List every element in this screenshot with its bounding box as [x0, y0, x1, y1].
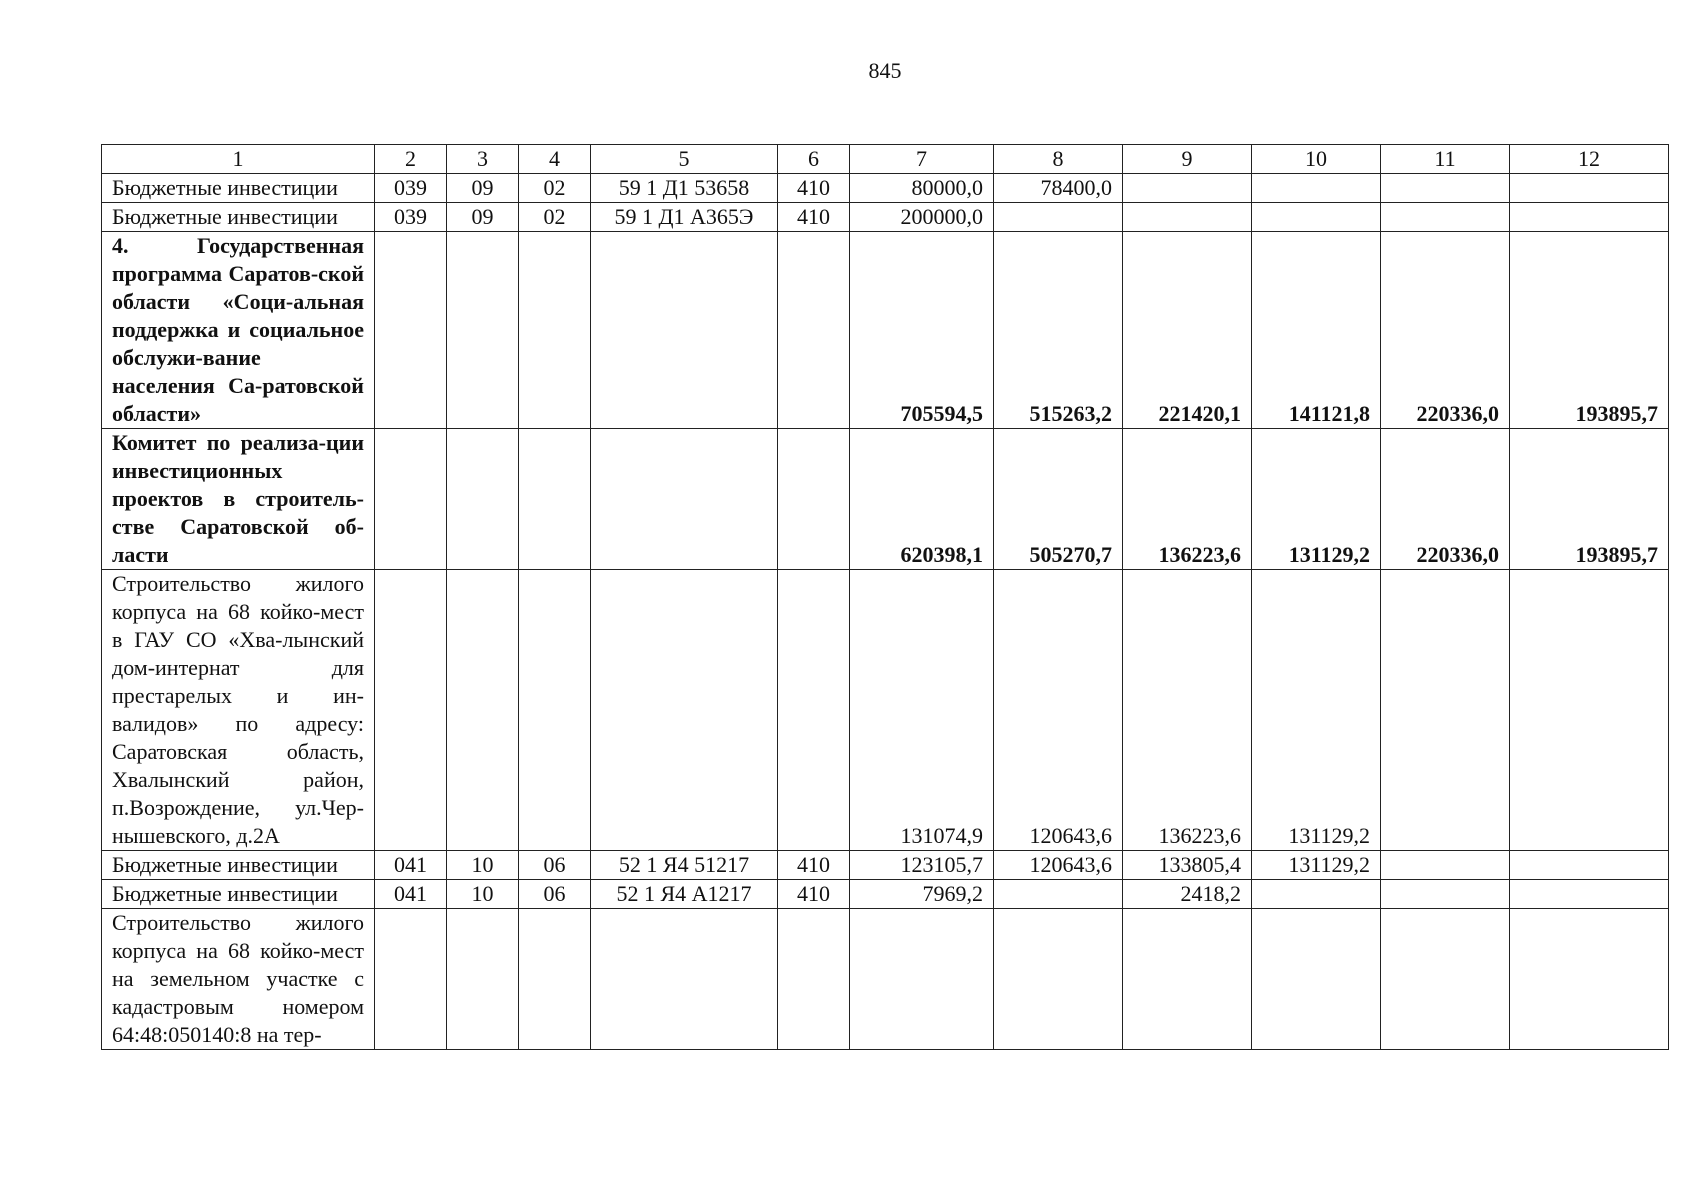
subsection-code-cell	[519, 232, 591, 429]
amount-cell-col12	[1510, 851, 1669, 880]
amount-cell-col8: 505270,7	[994, 429, 1123, 570]
committee-name-cell: Комитет по реализа-ции инвестиционных проектов в строитель-стве Саратовской об-ласти	[102, 429, 375, 570]
column-header: 8	[994, 145, 1123, 174]
table-row-construction-project	[102, 570, 1669, 851]
expense-type-cell: 410	[778, 203, 850, 232]
column-header: 11	[1381, 145, 1510, 174]
amount-cell-col7: 123105,7	[850, 851, 994, 880]
column-header: 7	[850, 145, 994, 174]
ministry-code-cell: 039	[375, 203, 447, 232]
project-name-cell: Строительство жилого корпуса на 68 койко-мест на земельном участке с кадастровым номером 64:48:050140:8 на тер-	[102, 909, 375, 1050]
table-header-row	[102, 145, 1669, 174]
amount-cell-col11	[1381, 203, 1510, 232]
section-code-cell: 09	[447, 174, 519, 203]
amount-cell-col8	[994, 880, 1123, 909]
amount-cell-col9: 133805,4	[1123, 851, 1252, 880]
subsection-code-cell: 02	[519, 174, 591, 203]
column-header: 5	[591, 145, 778, 174]
expense-type-cell	[778, 909, 850, 1050]
amount-cell-col7	[850, 909, 994, 1050]
section-code-cell	[447, 429, 519, 570]
section-code-cell	[447, 570, 519, 851]
amount-cell-col10: 141121,8	[1252, 232, 1381, 429]
column-header: 9	[1123, 145, 1252, 174]
item-name-cell: Бюджетные инвестиции	[102, 203, 375, 232]
amount-cell-col11: 220336,0	[1381, 232, 1510, 429]
amount-cell-col10: 131129,2	[1252, 570, 1381, 851]
table-row	[102, 851, 1669, 880]
ministry-code-cell: 039	[375, 174, 447, 203]
section-code-cell: 09	[447, 203, 519, 232]
table-row-program-total	[102, 232, 1669, 429]
table-row	[102, 174, 1669, 203]
amount-cell-col12	[1510, 203, 1669, 232]
amount-cell-col12	[1510, 570, 1669, 851]
amount-cell-col12	[1510, 880, 1669, 909]
subsection-code-cell: 02	[519, 203, 591, 232]
ministry-code-cell: 041	[375, 851, 447, 880]
column-header: 2	[375, 145, 447, 174]
expense-type-cell: 410	[778, 851, 850, 880]
ministry-code-cell	[375, 232, 447, 429]
amount-cell-col9: 221420,1	[1123, 232, 1252, 429]
ministry-code-cell: 041	[375, 880, 447, 909]
subsection-code-cell	[519, 570, 591, 851]
amount-cell-col8: 78400,0	[994, 174, 1123, 203]
amount-cell-col11	[1381, 851, 1510, 880]
amount-cell-col10	[1252, 203, 1381, 232]
section-code-cell	[447, 909, 519, 1050]
amount-cell-col7: 7969,2	[850, 880, 994, 909]
amount-cell-col9: 2418,2	[1123, 880, 1252, 909]
amount-cell-col11	[1381, 570, 1510, 851]
column-header: 12	[1510, 145, 1669, 174]
amount-cell-col10: 131129,2	[1252, 851, 1381, 880]
table-row-construction-project	[102, 909, 1669, 1050]
subsection-code-cell: 06	[519, 880, 591, 909]
table-row-committee-total	[102, 429, 1669, 570]
subsection-code-cell	[519, 429, 591, 570]
target-article-cell: 52 1 Я4 51217	[591, 851, 778, 880]
amount-cell-col11	[1381, 880, 1510, 909]
section-code-cell	[447, 232, 519, 429]
target-article-cell	[591, 429, 778, 570]
expense-type-cell	[778, 232, 850, 429]
amount-cell-col9	[1123, 203, 1252, 232]
amount-cell-col9	[1123, 909, 1252, 1050]
amount-cell-col10	[1252, 909, 1381, 1050]
section-code-cell: 10	[447, 880, 519, 909]
amount-cell-col11: 220336,0	[1381, 429, 1510, 570]
amount-cell-col7: 705594,5	[850, 232, 994, 429]
expense-type-cell	[778, 429, 850, 570]
target-article-cell: 59 1 Д1 53658	[591, 174, 778, 203]
ministry-code-cell	[375, 909, 447, 1050]
page-number: 845	[868, 58, 902, 83]
subsection-code-cell: 06	[519, 851, 591, 880]
subsection-code-cell	[519, 909, 591, 1050]
amount-cell-col8	[994, 909, 1123, 1050]
expense-type-cell	[778, 570, 850, 851]
amount-cell-col10	[1252, 174, 1381, 203]
column-header: 3	[447, 145, 519, 174]
expense-type-cell: 410	[778, 880, 850, 909]
expense-type-cell: 410	[778, 174, 850, 203]
target-article-cell: 59 1 Д1 А365Э	[591, 203, 778, 232]
amount-cell-col7: 131074,9	[850, 570, 994, 851]
column-header: 1	[102, 145, 375, 174]
ministry-code-cell	[375, 429, 447, 570]
target-article-cell: 52 1 Я4 А1217	[591, 880, 778, 909]
amount-cell-col10: 131129,2	[1252, 429, 1381, 570]
column-header: 10	[1252, 145, 1381, 174]
ministry-code-cell	[375, 570, 447, 851]
amount-cell-col9	[1123, 174, 1252, 203]
table-row	[102, 203, 1669, 232]
column-header: 6	[778, 145, 850, 174]
amount-cell-col12: 193895,7	[1510, 429, 1669, 570]
item-name-cell: Бюджетные инвестиции	[102, 851, 375, 880]
amount-cell-col8	[994, 203, 1123, 232]
amount-cell-col11	[1381, 909, 1510, 1050]
amount-cell-col9: 136223,6	[1123, 570, 1252, 851]
amount-cell-col8: 120643,6	[994, 570, 1123, 851]
column-header: 4	[519, 145, 591, 174]
amount-cell-col12	[1510, 909, 1669, 1050]
amount-cell-col8: 120643,6	[994, 851, 1123, 880]
amount-cell-col12: 193895,7	[1510, 232, 1669, 429]
project-name-cell: Строительство жилого корпуса на 68 койко-мест в ГАУ СО «Хва-лынский дом-интернат для престарелых и ин-валидов» по адресу: Саратовская область, Хвалынский район, п.Возрождение, ул.Чер-нышевского, д.2А	[102, 570, 375, 851]
amount-cell-col12	[1510, 174, 1669, 203]
target-article-cell	[591, 909, 778, 1050]
budget-table	[101, 144, 1669, 1050]
amount-cell-col7: 200000,0	[850, 203, 994, 232]
amount-cell-col11	[1381, 174, 1510, 203]
target-article-cell	[591, 570, 778, 851]
amount-cell-col7: 620398,1	[850, 429, 994, 570]
amount-cell-col8: 515263,2	[994, 232, 1123, 429]
table-row	[102, 880, 1669, 909]
target-article-cell	[591, 232, 778, 429]
section-code-cell: 10	[447, 851, 519, 880]
item-name-cell: Бюджетные инвестиции	[102, 174, 375, 203]
item-name-cell: Бюджетные инвестиции	[102, 880, 375, 909]
amount-cell-col10	[1252, 880, 1381, 909]
amount-cell-col9: 136223,6	[1123, 429, 1252, 570]
amount-cell-col7: 80000,0	[850, 174, 994, 203]
program-name-cell: 4. Государственная программа Саратов-ской области «Соци-альная поддержка и социальное обслужи-вание населения Са-ратовской области»	[102, 232, 375, 429]
